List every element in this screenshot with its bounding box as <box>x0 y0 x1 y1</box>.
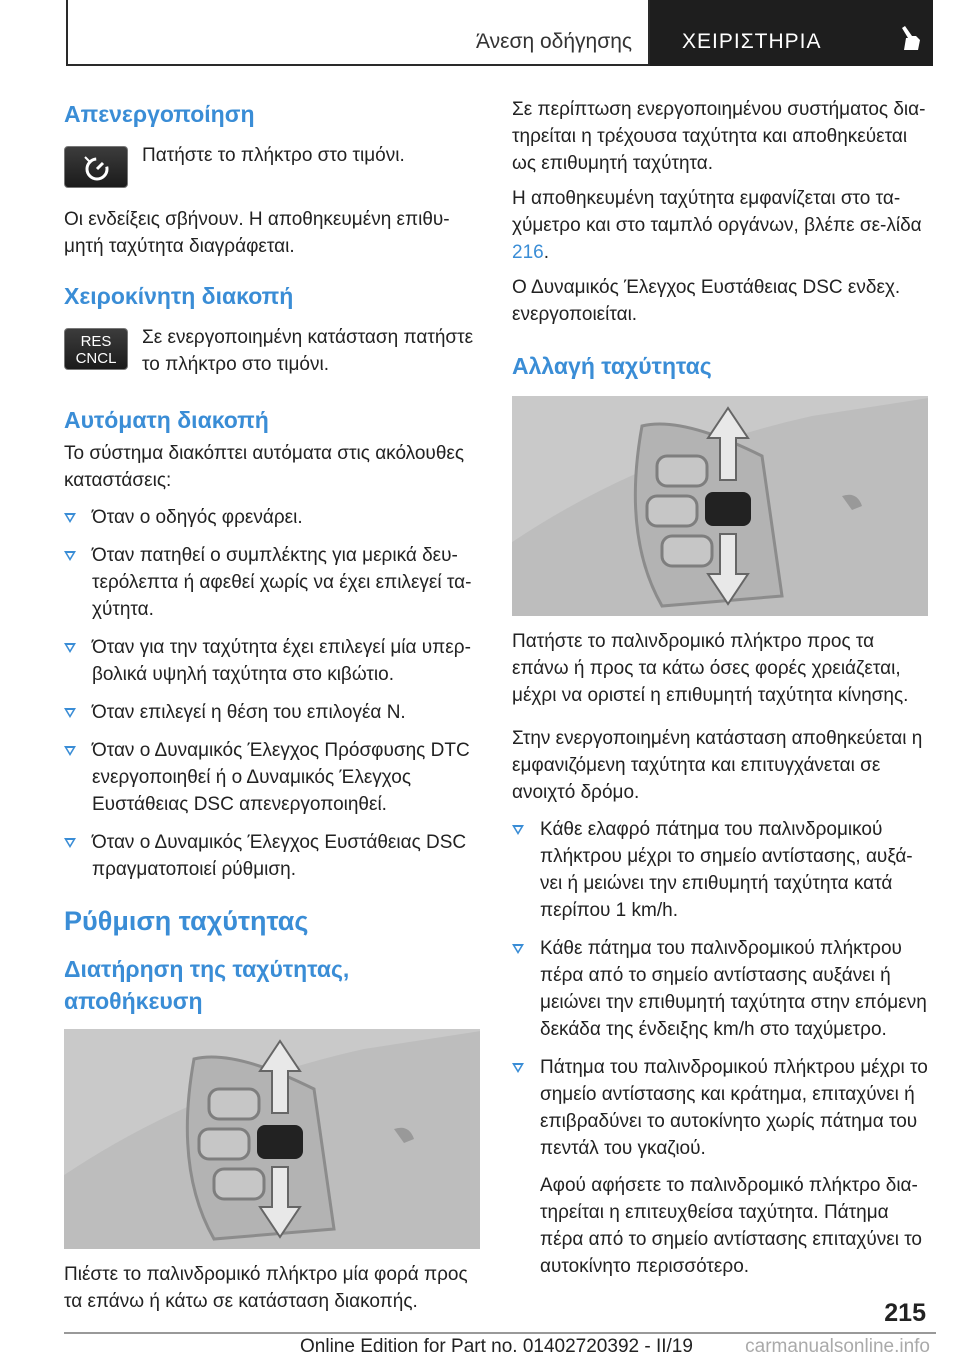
right-paragraph-2: Η αποθηκευμένη ταχύτητα εμφανίζεται στο τα-χύμετρο και στο ταμπλό οργάνων, βλέπε σε-λίδα 216. <box>512 188 922 263</box>
triangle-bullet-icon <box>512 1063 524 1073</box>
triangle-bullet-icon <box>64 746 76 756</box>
right-column <box>512 96 928 1280</box>
heading-speed-keep: Διατήρηση της ταχύτητας, αποθήκευση <box>64 956 350 1014</box>
list-item: Όταν ο Δυναμικός Έλεγχος Πρόσφυσης DTC ενεργοποιηθεί ή ο Δυναμικός Έλεγχος Ευστάθειας DSC απενεργοποιηθεί. <box>64 737 480 818</box>
footer-divider <box>64 1332 936 1334</box>
list-item: Πάτημα του παλινδρομικού πλήκτρου μέχρι το σημείο αντίστασης και κράτημα, επιταχύνει ή επιβραδύνει το αυτοκίνητο χωρίς πάτημα του πεντάλ του γκαζιού. Αφού αφήσετε το παλινδρομικό πλήκτρο δια-τηρείται η επιτευχθείσα ταχύτητα. Πάτημα πέρα από το σημείο αντίστασης επιταχύνει το αυτοκίνητο περισσότερο. <box>512 1054 928 1280</box>
page-link[interactable]: 216 <box>512 242 544 263</box>
heading-change-speed: Αλλαγή ταχύτητας <box>512 353 712 379</box>
deactivation-button-text: Πατήστε το πλήκτρο στο τιμόνι. <box>142 145 405 166</box>
deactivation-text: Οι ενδείξεις σβήνουν. Η αποθηκευμένη επιθυ-μητή ταχύτητα διαγράφεται. <box>64 209 450 257</box>
change-speed-caption: Πατήστε το παλινδρομικό πλήκτρο προς τα επάνω ή προς τα κάτω όσες φορές χρειάζεται, μέχρι να οριστεί η επιθυμητή ταχύτητα κίνησης. <box>512 631 909 706</box>
list-item: Όταν για την ταχύτητα έχει επιλεγεί μία υπερ-βολικά υψηλή ταχύτητα στο κιβώτιο. <box>64 634 480 688</box>
right-paragraph-4: Στην ενεργοποιημένη κατάσταση αποθηκεύεται η εμφανιζόμενη ταχύτητα και επιτυγχάνεται σε ανοιχτό δρόμο. <box>512 728 923 803</box>
res-label: RES <box>80 333 112 350</box>
cncl-label: CNCL <box>75 350 117 367</box>
manual-interruption-text: Σε ενεργοποιημένη κατάσταση πατήστε το πλήκτρο στο τιμόνι. <box>142 327 474 375</box>
triangle-bullet-icon <box>512 825 524 835</box>
auto-interruption-intro: Το σύστημα διακόπτει αυτόματα στις ακόλουθες καταστάσεις: <box>64 443 465 491</box>
list-item: Όταν ο οδηγός φρενάρει. <box>64 504 480 531</box>
footer-watermark: carmanualsonline.info <box>745 1336 930 1357</box>
right-paragraph-3: Ο Δυναμικός Έλεγχος Ευστάθειας DSC ενδεχ. ενεργοποιείται. <box>512 277 901 325</box>
change-speed-list <box>512 816 928 1280</box>
triangle-bullet-icon <box>64 838 76 848</box>
speed-keep-caption: Πιέστε το παλινδρομικό πλήκτρο μία φορά προς τα επάνω ή κάτω σε κατάσταση διακοπής. <box>64 1264 468 1312</box>
heading-speed-setting: Ρύθμιση ταχύτητας <box>64 906 309 936</box>
manual-interruption-row <box>64 324 480 378</box>
heading-auto-interruption: Αυτόματη διακοπή <box>64 407 269 433</box>
pointing-hand-icon <box>896 24 924 52</box>
list-item: Κάθε ελαφρό πάτημα του παλινδρομικού πλήκτρου μέχρι το σημείο αντίστασης, αυξά-νει ή μειώνει την επιθυμητή ταχύτητα κατά περίπου 1 km/h. <box>512 816 928 924</box>
header-manual-box[interactable] <box>650 0 933 66</box>
list-item: Όταν πατηθεί ο συμπλέκτης για μερικά δευ-τερόλεπτα ή αφεθεί χωρίς να έχει επιλεγεί τα-χύτητα. <box>64 542 480 623</box>
triangle-bullet-icon <box>512 944 524 954</box>
triangle-bullet-icon <box>64 513 76 523</box>
manual-label: ΧΕΙΡΙΣΤΗΡΙΑ <box>682 30 822 53</box>
deactivation-row <box>64 142 480 188</box>
res-cncl-button-icon <box>64 328 128 370</box>
footer-edition: Online Edition for Part no. 01402720392 - II/19 <box>300 1336 693 1357</box>
steering-wheel-photo-2 <box>512 396 928 616</box>
heading-deactivation: Απενεργοποίηση <box>64 101 255 127</box>
steering-wheel-photo <box>64 1029 480 1249</box>
page-number: 215 <box>884 1299 926 1327</box>
auto-interruption-list <box>64 504 480 883</box>
section-title: Άνεση οδήγησης <box>476 30 632 53</box>
triangle-bullet-icon <box>64 643 76 653</box>
list-item-note: Αφού αφήσετε το παλινδρομικό πλήκτρο δια-τηρείται η επιτευχθείσα ταχύτητα. Πάτημα πέρα από το σημείο αντίστασης επιταχύνει το αυτοκίνητο περισσότερο. <box>540 1175 922 1277</box>
right-paragraph-1: Σε περίπτωση ενεργοποιημένου συστήματος δια-τηρείται η τρέχουσα ταχύτητα και αποθηκεύεται ως επιθυμητή ταχύτητα. <box>512 99 926 174</box>
list-item: Όταν ο Δυναμικός Έλεγχος Ευστάθειας DSC πραγματοποιεί ρύθμιση. <box>64 829 480 883</box>
cruise-off-icon <box>64 146 128 188</box>
triangle-bullet-icon <box>64 551 76 561</box>
list-item: Όταν επιλεγεί η θέση του επιλογέα N. <box>64 699 480 726</box>
left-column <box>64 96 480 1315</box>
list-item: Κάθε πάτημα του παλινδρομικού πλήκτρου πέρα από το σημείο αντίστασης αυξάνει ή μειώνει την επιθυμητή ταχύτητα στην επόμενη δεκάδα της ένδειξης km/h στο ταχύμετρο. <box>512 935 928 1043</box>
triangle-bullet-icon <box>64 708 76 718</box>
header-section-box <box>66 0 650 66</box>
heading-manual-interruption: Χειροκίνητη διακοπή <box>64 283 294 309</box>
